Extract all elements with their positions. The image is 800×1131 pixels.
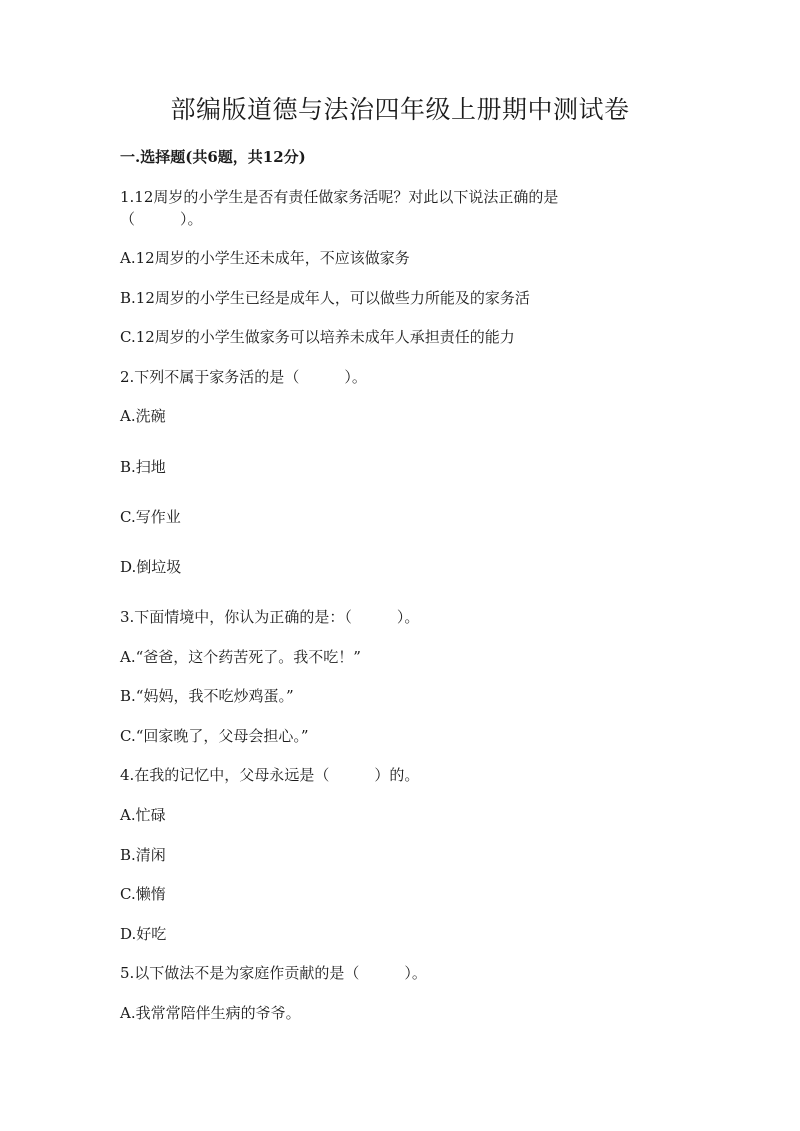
question-4-option-a: A.忙碌: [120, 806, 166, 824]
question-3-stem: 3.下面情境中，你认为正确的是：（ ）。: [120, 608, 420, 626]
question-4-option-d: D.好吃: [120, 925, 167, 943]
question-5-stem: 5.以下做法不是为家庭作贡献的是（ ）。: [120, 964, 427, 982]
question-4-option-b: B.清闲: [120, 846, 166, 864]
page-title: 部编版道德与法治四年级上册期中测试卷: [170, 95, 630, 124]
question-2-option-d: D.倒垃圾: [120, 558, 182, 576]
question-5-option-a: A.我常常陪伴生病的爷爷。: [120, 1004, 301, 1022]
question-3-option-c: C.“回家晚了，父母会担心。”: [120, 727, 309, 745]
question-2-option-a: A.洗碗: [120, 407, 166, 425]
question-1-option-c: C.12周岁的小学生做家务可以培养未成年人承担责任的能力: [120, 328, 515, 346]
question-2-option-b: B.扫地: [120, 458, 166, 476]
question-4-option-c: C.懒惰: [120, 885, 166, 903]
question-3-option-b: B.“妈妈，我不吃炒鸡蛋。”: [120, 687, 294, 705]
question-1-stem: 1.12周岁的小学生是否有责任做家务活呢？对此以下说法正确的是: [120, 188, 559, 206]
question-1-option-a: A.12周岁的小学生还未成年，不应该做家务: [120, 249, 410, 267]
section-heading: 一.选择题(共6题，共12分): [120, 148, 306, 166]
question-2-option-c: C.写作业: [120, 508, 181, 526]
question-1-stem-continued: （ ）。: [120, 210, 203, 228]
question-2-stem: 2.下列不属于家务活的是（ ）。: [120, 368, 367, 386]
question-3-option-a: A.“爸爸，这个药苦死了。我不吃！”: [120, 648, 361, 666]
question-1-option-b: B.12周岁的小学生已经是成年人，可以做些力所能及的家务活: [120, 289, 530, 307]
question-4-stem: 4.在我的记忆中，父母永远是（ ）的。: [120, 766, 420, 784]
